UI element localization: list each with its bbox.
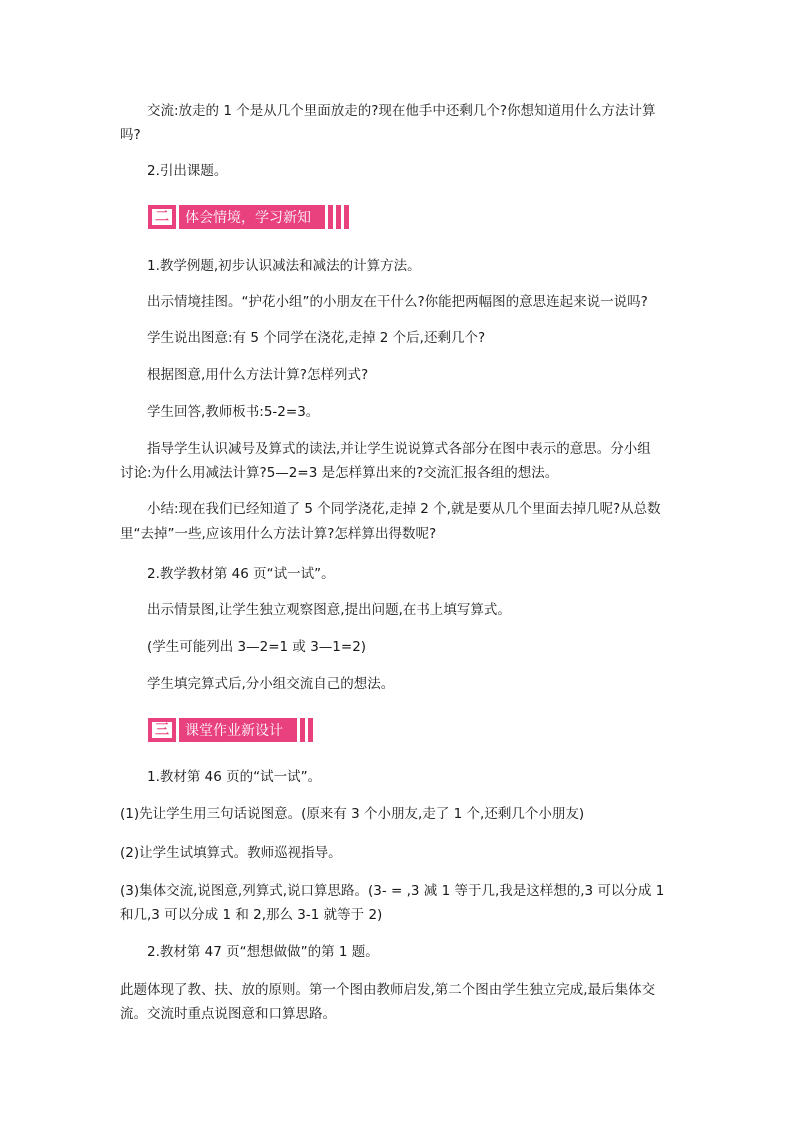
- paragraph-line2: 里“去掉”一些,应该用什么方法计算?怎样算出得数呢?: [120, 526, 437, 542]
- paragraph: 2.教材第 47 页“想想做做”的第 1 题。: [147, 944, 379, 960]
- paragraph-line1: (3)集体交流,说图意,列算式,说口算思路。(3- = ,3 减 1 等于几,我是这样想的,3 可以分成 1: [120, 883, 665, 899]
- paragraph-line2: 讨论:为什么用减法计算?5—2=3 是怎样算出来的?交流汇报各组的想法。: [120, 465, 559, 481]
- section-heading-3: [148, 718, 313, 742]
- paragraph: 出示情境挂图。“护花小组”的小朋友在干什么?你能把两幅图的意思连起来说一说吗?: [147, 294, 648, 310]
- paragraph: 学生回答,教师板书:5-2=3。: [147, 404, 320, 420]
- paragraph-line1: 此题体现了教、扶、放的原则。第一个图由教师启发,第二个图由学生独立完成,最后集体交: [120, 982, 656, 998]
- section-number: 二: [152, 209, 172, 225]
- paragraph: 1.教材第 46 页的“试一试”。: [147, 769, 322, 785]
- section-number-box: [148, 205, 176, 229]
- paragraph-line2: 流。交流时重点说图意和口算思路。: [120, 1006, 336, 1022]
- paragraph: (1)先让学生用三句话说图意。(原来有 3 个小朋友,走了 1 个,还剩几个小朋友): [120, 806, 585, 822]
- paragraph: 1.教学例题,初步认识减法和减法的计算方法。: [147, 258, 421, 274]
- paragraph: (学生可能列出 3—2=1 或 3—1=2): [147, 639, 367, 655]
- section-number: 三: [152, 722, 172, 738]
- paragraph-introduce-topic: 2.引出课题。: [147, 163, 228, 179]
- decorative-stripe: [308, 718, 313, 742]
- paragraph: 学生填完算式后,分小组交流自己的想法。: [147, 676, 395, 692]
- paragraph: 根据图意,用什么方法计算?怎样列式?: [147, 367, 369, 383]
- decorative-stripe: [344, 205, 349, 229]
- paragraph: 2.教学教材第 46 页“试一试”。: [147, 566, 335, 582]
- paragraph: (2)让学生试填算式。教师巡视指导。: [120, 845, 342, 861]
- section-title: 体会情境，学习新知: [179, 205, 325, 229]
- paragraph-line1: 指导学生认识减号及算式的读法,并让学生说说算式各部分在图中表示的意思。分小组: [147, 441, 651, 457]
- section-title: 课堂作业新设计: [179, 718, 297, 742]
- paragraph-line2: 和几,3 可以分成 1 和 2,那么 3-1 就等于 2): [120, 907, 383, 923]
- decorative-stripe: [300, 718, 305, 742]
- decorative-stripe: [336, 205, 341, 229]
- section-number-box: [148, 718, 176, 742]
- paragraph-line1: 小结:现在我们已经知道了 5 个同学浇花,走掉 2 个,就是要从几个里面去掉几呢?从总数: [147, 501, 661, 517]
- paragraph-exchange-line1: 交流:放走的 1 个是从几个里面放走的?现在他手中还剩几个?你想知道用什么方法计算: [147, 103, 656, 119]
- decorative-stripe: [328, 205, 333, 229]
- paragraph: 出示情景图,让学生独立观察图意,提出问题,在书上填写算式。: [147, 602, 511, 618]
- paragraph-exchange-line2: 吗?: [120, 127, 141, 143]
- section-heading-2: [148, 205, 349, 229]
- paragraph: 学生说出图意:有 5 个同学在浇花,走掉 2 个后,还剩几个?: [147, 330, 486, 346]
